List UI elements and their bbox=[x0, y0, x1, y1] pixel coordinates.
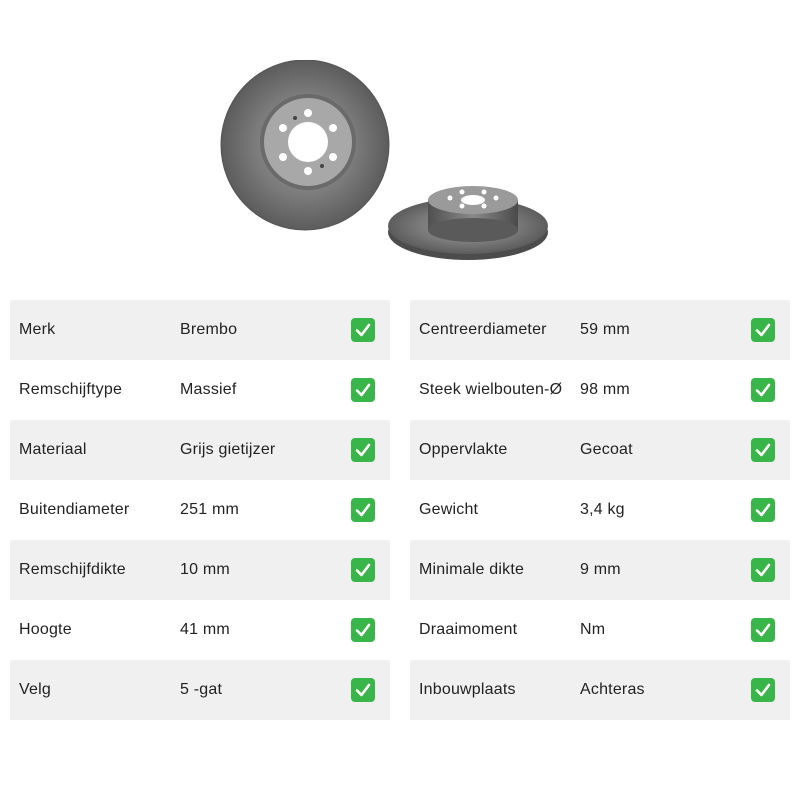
spec-value: 9 mm bbox=[580, 561, 621, 578]
check-mark-icon bbox=[751, 558, 775, 582]
spec-row-steek-wielbouten bbox=[410, 360, 790, 420]
spec-value: Brembo bbox=[180, 321, 238, 338]
spec-label: Draaimoment bbox=[419, 621, 518, 638]
spec-label: Gewicht bbox=[419, 501, 479, 518]
spec-row-centreerdiameter bbox=[410, 300, 790, 360]
spec-value: Nm bbox=[580, 621, 606, 638]
check-mark-icon bbox=[751, 618, 775, 642]
check-mark-icon bbox=[751, 438, 775, 462]
spec-label: Centreerdiameter bbox=[419, 321, 547, 338]
check-mark-icon bbox=[351, 438, 375, 462]
check-mark-icon bbox=[351, 678, 375, 702]
spec-label: Hoogte bbox=[19, 621, 72, 638]
spec-table-right bbox=[410, 300, 790, 720]
check-mark-icon bbox=[351, 318, 375, 342]
spec-table-left bbox=[10, 300, 390, 720]
spec-label: Buitendiameter bbox=[19, 501, 130, 518]
check-mark-icon bbox=[351, 498, 375, 522]
check-mark-icon bbox=[751, 678, 775, 702]
spec-value: Grijs gietijzer bbox=[180, 441, 276, 458]
spec-label: Oppervlakte bbox=[419, 441, 508, 458]
check-mark-icon bbox=[751, 318, 775, 342]
spec-row-velg bbox=[10, 660, 390, 720]
spec-row-merk bbox=[10, 300, 390, 360]
spec-row-remschijftype bbox=[10, 360, 390, 420]
spec-row-materiaal bbox=[10, 420, 390, 480]
spec-label: Minimale dikte bbox=[419, 561, 525, 578]
spec-value: Massief bbox=[180, 381, 237, 398]
spec-label: Remschijftype bbox=[19, 381, 123, 398]
spec-row-oppervlakte bbox=[410, 420, 790, 480]
spec-value: Gecoat bbox=[580, 441, 633, 458]
spec-value: Achteras bbox=[580, 681, 645, 698]
spec-label: Materiaal bbox=[19, 441, 87, 458]
spec-row-minimale-dikte bbox=[410, 540, 790, 600]
brake-disc-illustration bbox=[200, 60, 600, 270]
spec-value: 10 mm bbox=[180, 561, 230, 578]
spec-row-draaimoment bbox=[410, 600, 790, 660]
check-mark-icon bbox=[351, 378, 375, 402]
check-mark-icon bbox=[351, 618, 375, 642]
spec-row-hoogte bbox=[10, 600, 390, 660]
spec-value: 3,4 kg bbox=[580, 501, 625, 518]
spec-label: Steek wielbouten-Ø bbox=[419, 381, 563, 398]
spec-value: 41 mm bbox=[180, 621, 230, 638]
spec-value: 59 mm bbox=[580, 321, 630, 338]
spec-row-inbouwplaats bbox=[410, 660, 790, 720]
spec-row-gewicht bbox=[410, 480, 790, 540]
spec-value: 251 mm bbox=[180, 501, 239, 518]
spec-row-buitendiameter bbox=[10, 480, 390, 540]
check-mark-icon bbox=[751, 378, 775, 402]
check-mark-icon bbox=[351, 558, 375, 582]
spec-label: Merk bbox=[19, 321, 56, 338]
check-mark-icon bbox=[751, 498, 775, 522]
spec-label: Velg bbox=[19, 681, 51, 698]
spec-value: 5 -gat bbox=[180, 681, 223, 698]
product-image bbox=[200, 60, 600, 270]
spec-label: Inbouwplaats bbox=[419, 681, 516, 698]
spec-value: 98 mm bbox=[580, 381, 630, 398]
spec-label: Remschijfdikte bbox=[19, 561, 126, 578]
spec-row-remschijfdikte bbox=[10, 540, 390, 600]
